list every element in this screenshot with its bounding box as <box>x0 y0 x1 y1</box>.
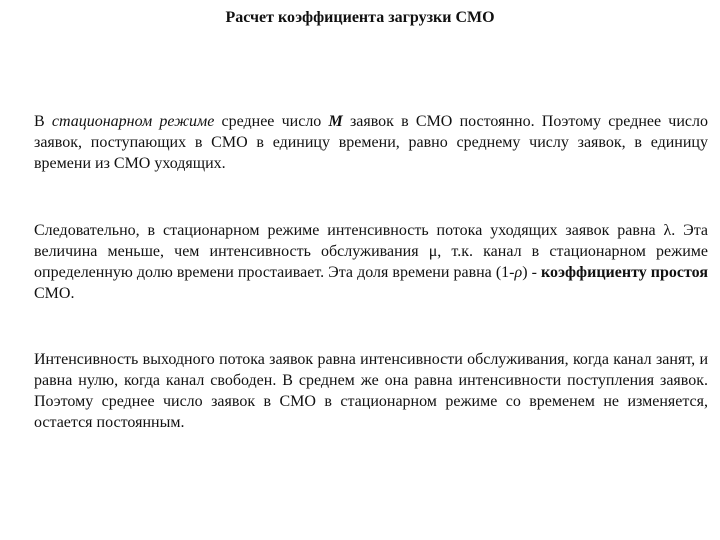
text-run: среднее число <box>214 113 329 130</box>
paragraph-output-flow <box>34 349 708 433</box>
paragraph-stationary-mode <box>34 111 708 174</box>
paragraph-idle-coefficient <box>34 220 708 304</box>
text-run: ) - <box>522 264 541 281</box>
symbol-rho: ρ <box>514 264 523 281</box>
symbol-m: M <box>328 113 343 130</box>
text-run: В <box>34 113 52 130</box>
text-run: Следовательно, в стационарном режиме интенсивность потока уходящих заявок равна λ. Эта величина меньше, чем интенсивность обслуживания μ, т.к. канал в стационарном режиме определенную долю времени простаивает. Эта доля времени равна (1- <box>34 222 708 281</box>
page-title: Расчет коэффициента загрузки СМО <box>225 9 495 26</box>
text-run: Интенсивность выходного потока заявок равна интенсивности обслуживания, когда канал занят, и равна нулю, когда канал свободен. В среднем же она равна интенсивности поступления заявок. Поэтому среднее число заявок в СМО в стационарном режиме со временем не изменяется, остается постоянным. <box>34 351 708 431</box>
text-run: СМО. <box>34 285 75 302</box>
text-run: заявок в СМО постоянно. Поэтому среднее число заявок, поступающих в СМО в единицу времени, равно среднему числу заявок, в единицу времени из СМО уходящих. <box>34 113 709 172</box>
italic-term-stationary-mode: стационарном режиме <box>51 113 215 130</box>
bold-term-idle-coefficient: коэффициенту простоя <box>540 264 709 281</box>
